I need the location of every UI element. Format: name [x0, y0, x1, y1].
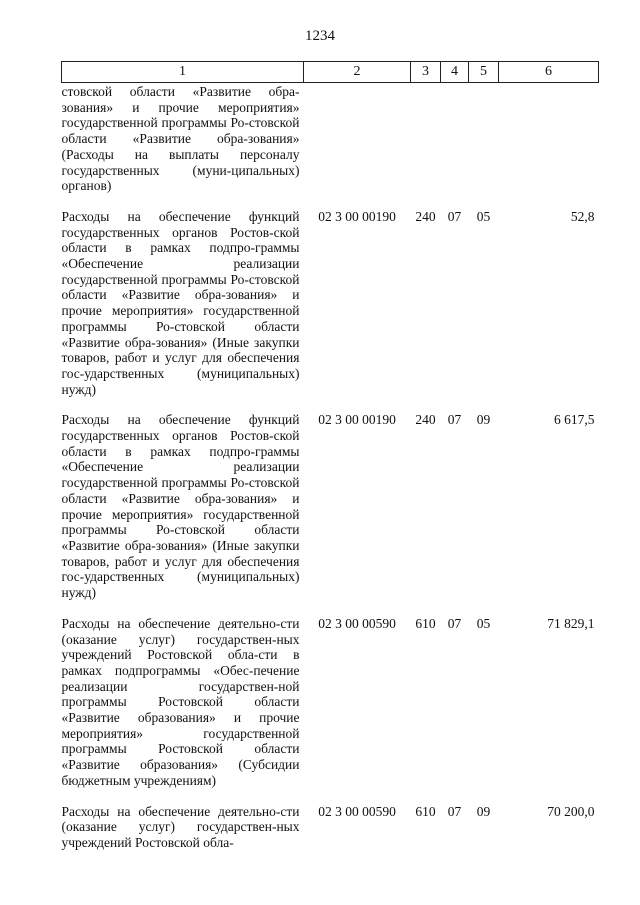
table-row	[62, 397, 599, 600]
page-number: 1234	[305, 28, 335, 44]
row-amount: 70 200,0	[547, 803, 595, 819]
row-target-code	[304, 83, 411, 194]
header-col-2: 2	[304, 62, 411, 83]
row-amount: 6 617,5	[554, 412, 595, 428]
row-amount: 71 829,1	[547, 615, 595, 631]
header-col-3: 3	[411, 62, 441, 83]
row-section: 07	[447, 803, 462, 819]
row-subsection: 09	[476, 412, 491, 428]
table-row	[62, 601, 599, 789]
row-expense-type: 240	[415, 412, 436, 428]
header-col-6: 6	[499, 62, 599, 83]
row-description: Расходы на обеспечение деятельно-сти (оказание услуг) государствен-ных учреждений Ростовской обла-сти в рамках подпрограммы «Обес-печение реализации государствен-ной программы Ростовской области «Развитие образования» и прочие мероприятия» государственной программы Ростовской области «Развитие образования» (Субсидии бюджетным учреждениям)	[61, 615, 300, 788]
row-subsection: 09	[476, 803, 491, 819]
row-target-code: 02 3 00 00190	[318, 208, 396, 224]
row-description: стовской области «Развитие обра-зования» и прочие мероприятия» государственной программы Ро-стовской области «Развитие обра-зования» (Расходы на выплаты персоналу государственных (муни-ципальных) органов)	[61, 84, 300, 194]
row-expense-type: 240	[415, 208, 436, 224]
table-row	[62, 194, 599, 397]
row-subsection: 05	[476, 615, 491, 631]
row-expense-type: 610	[415, 803, 436, 819]
row-description: Расходы на обеспечение функций государственных органов Ростов-ской области в рамках подпро-граммы «Обеспечение реализации государственной программы Ро-стовской области «Развитие обра-зования» и прочие мероприятия» государственной программы Ро-стовской области «Развитие обра-зования» (Иные закупки товаров, работ и услуг для обеспечения гос-ударственных (муниципальных) нужд)	[61, 412, 300, 601]
row-target-code: 02 3 00 00190	[318, 412, 396, 428]
row-description: Расходы на обеспечение функций государственных органов Ростов-ской области в рамках подпро-граммы «Обеспечение реализации государственной программы Ро-стовской области «Развитие обра-зования» и прочие мероприятия» государственной программы Ро-стовской области «Развитие обра-зования» (Иные закупки товаров, работ и услуг для обеспечения гос-ударственных (муниципальных) нужд)	[61, 208, 300, 397]
row-amount	[499, 83, 599, 194]
table-row	[62, 789, 599, 851]
row-expense-type	[411, 83, 441, 194]
row-expense-type: 610	[415, 615, 436, 631]
row-target-code: 02 3 00 00590	[318, 803, 396, 819]
budget-table	[61, 61, 599, 851]
row-subsection	[469, 83, 499, 194]
table-header-row	[62, 62, 599, 83]
header-col-1: 1	[62, 62, 304, 83]
row-section: 07	[447, 412, 462, 428]
row-section: 07	[447, 615, 462, 631]
row-target-code: 02 3 00 00590	[318, 615, 396, 631]
row-description: Расходы на обеспечение деятельно-сти (оказание услуг) государствен-ных учреждений Ростовской обла-	[61, 803, 300, 850]
row-amount: 52,8	[570, 208, 595, 224]
header-col-5: 5	[469, 62, 499, 83]
row-section: 07	[447, 208, 462, 224]
row-section	[441, 83, 469, 194]
table-row	[62, 83, 599, 194]
row-subsection: 05	[476, 208, 491, 224]
header-col-4: 4	[441, 62, 469, 83]
